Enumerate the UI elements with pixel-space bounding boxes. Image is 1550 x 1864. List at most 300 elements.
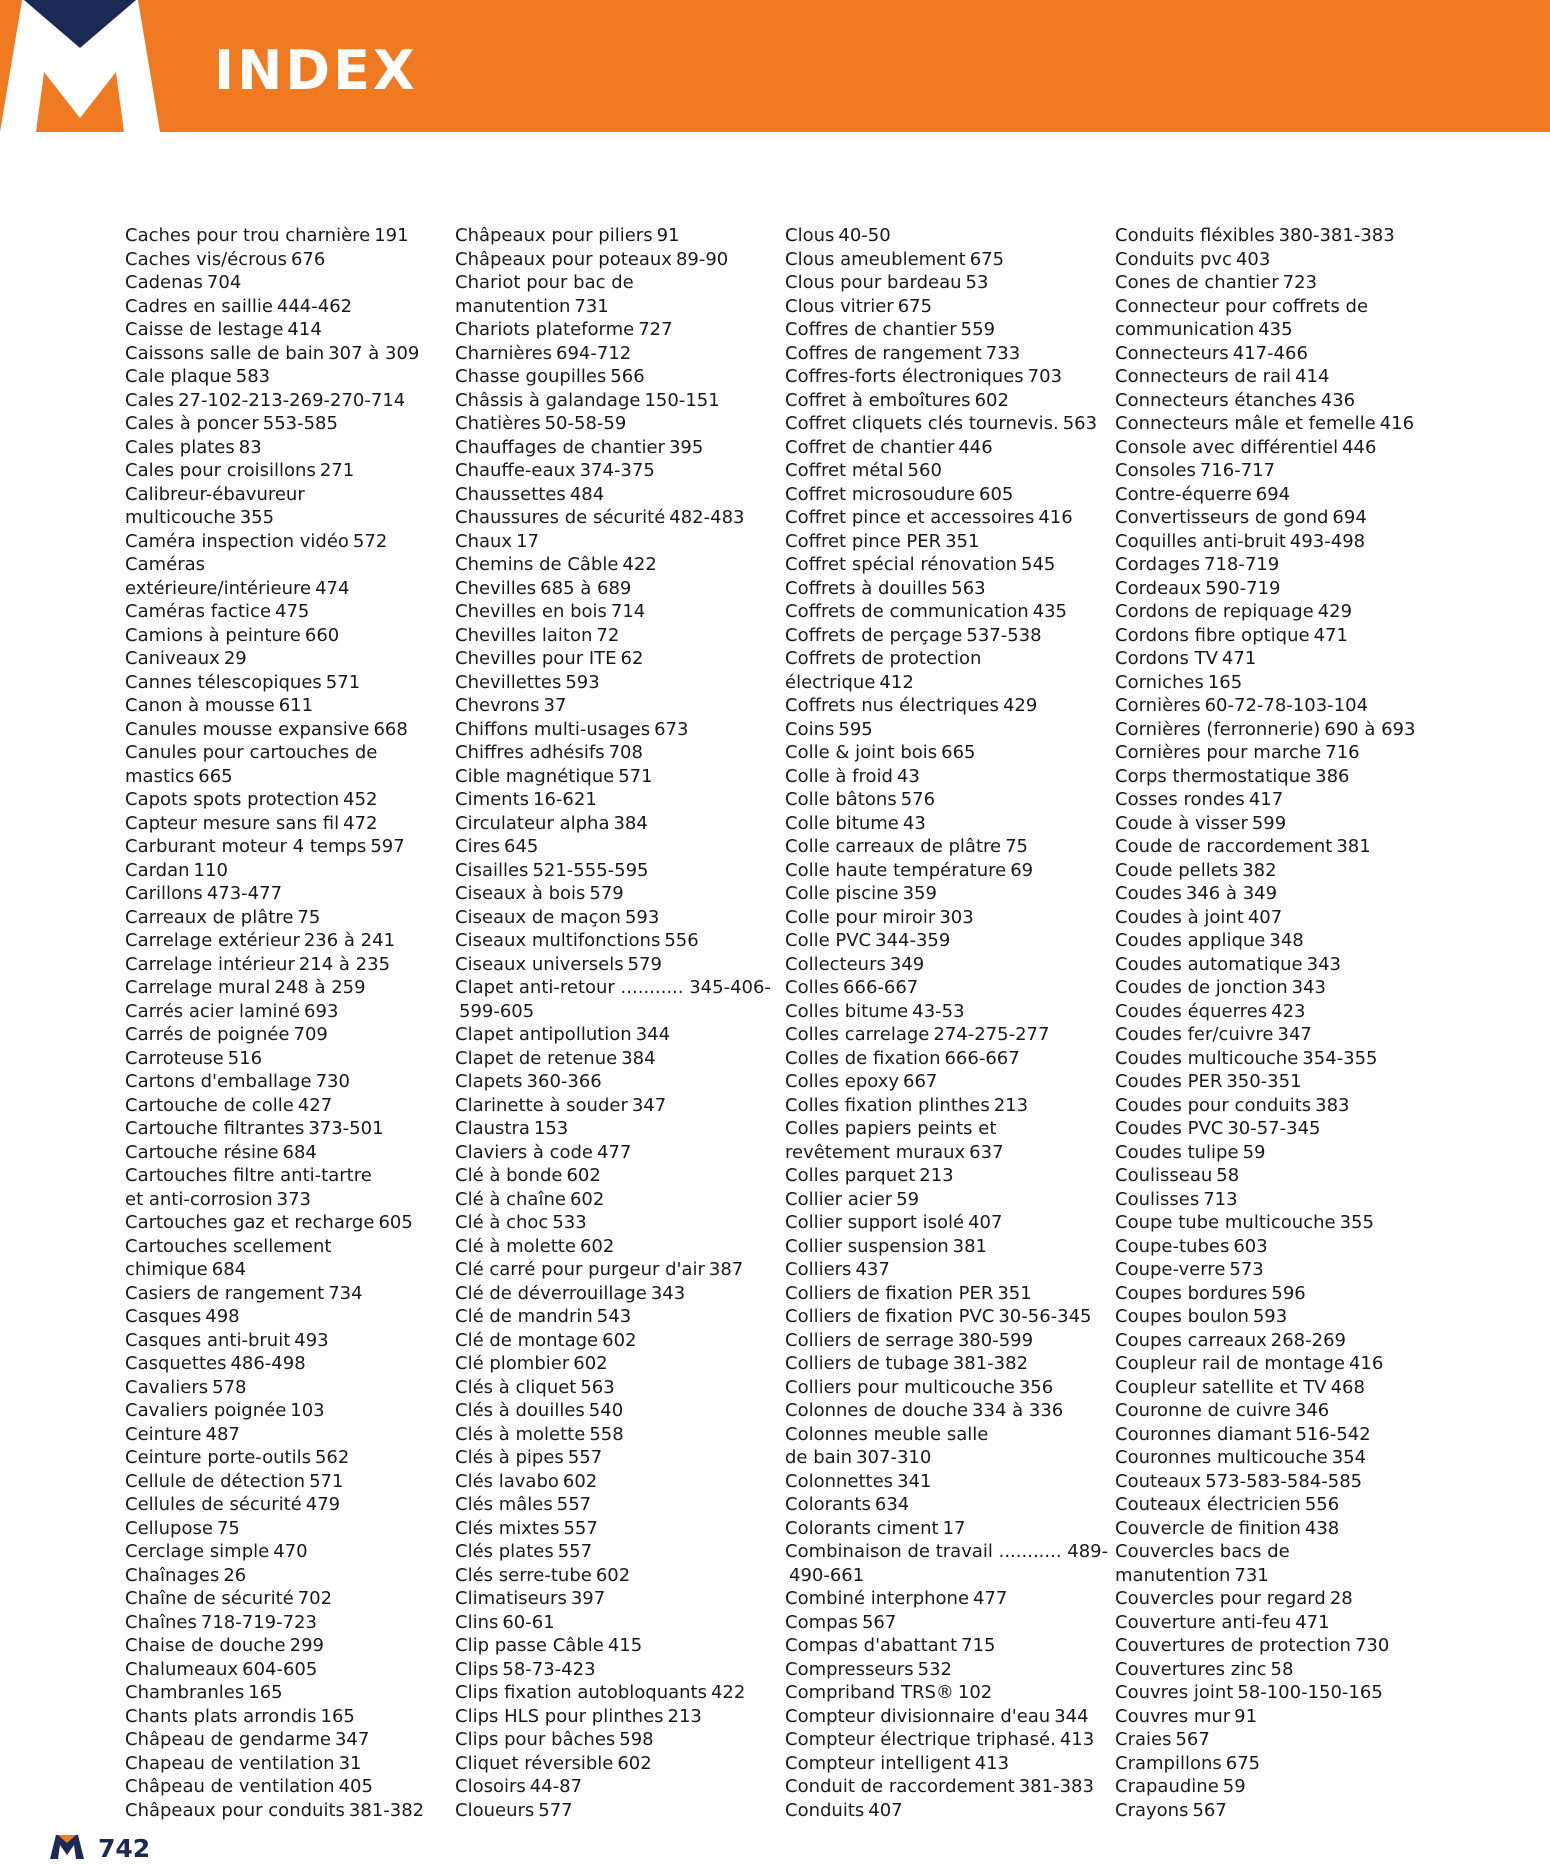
index-entry xyxy=(455,483,755,507)
index-term: Châpeaux pour piliers xyxy=(455,225,653,246)
index-term: Caches pour trou charnière xyxy=(125,225,371,246)
index-term: Caissons salle de bain xyxy=(125,342,325,364)
index-term: Casques anti-bruit xyxy=(125,1329,291,1351)
index-page-ref: 718-719-723 xyxy=(200,1611,317,1633)
index-entry xyxy=(455,1611,755,1635)
index-term: Coupleur rail de montage xyxy=(1115,1353,1345,1374)
index-page-ref: 716 xyxy=(1325,742,1360,763)
index-page-ref: 30-56-345 xyxy=(998,1306,1092,1327)
index-page-ref: 355 xyxy=(239,507,275,528)
index-entry xyxy=(1115,1352,1415,1376)
index-term: Cartouche résine xyxy=(125,1141,279,1163)
index-page-ref: 557 xyxy=(556,1494,592,1515)
index-term: Cales plates xyxy=(125,436,235,458)
index-page-ref: 603 xyxy=(1233,1235,1268,1257)
index-entry xyxy=(1115,1399,1415,1423)
index-page-ref: 567 xyxy=(1192,1799,1227,1821)
index-term: Clarinette à souder xyxy=(455,1094,628,1116)
index-page-ref: 599 xyxy=(1251,812,1287,834)
index-page-ref: 446 xyxy=(958,436,993,458)
index-page-ref: 405 xyxy=(338,1776,373,1797)
index-page-ref: 675 xyxy=(969,248,1005,270)
index-page-ref: 472 xyxy=(343,812,378,834)
index-term: Cellule de détection xyxy=(125,1470,306,1492)
index-page-ref: 53 xyxy=(965,272,989,293)
index-term: Capots spots protection xyxy=(125,789,340,810)
index-term: Combiné interphone xyxy=(785,1588,970,1609)
index-entry xyxy=(125,530,425,554)
index-column-4 xyxy=(1115,224,1415,1822)
index-term: Cosses rondes xyxy=(1115,789,1245,810)
index-entry xyxy=(785,1493,1085,1517)
index-page-ref: 498 xyxy=(205,1306,240,1327)
index-entry xyxy=(1115,1634,1415,1658)
index-page-ref: 597 xyxy=(370,836,405,857)
index-term: Colliers pour multicouche xyxy=(785,1376,1015,1398)
index-page-ref: 343 xyxy=(1291,977,1326,998)
index-page-ref: 537-538 xyxy=(966,624,1042,646)
index-page-ref: 665 xyxy=(198,765,233,787)
index-page-ref: 271 xyxy=(319,460,355,481)
index-entry xyxy=(785,530,1085,554)
index-entry xyxy=(455,1352,755,1376)
index-term: Couteaux électricien xyxy=(1115,1494,1301,1515)
index-page-ref: 29 xyxy=(223,648,247,669)
index-term-line: Couvercles bacs de xyxy=(1115,1541,1290,1562)
index-entry xyxy=(785,1352,1085,1376)
index-page-ref: 572 xyxy=(352,530,388,552)
index-entry xyxy=(1115,1000,1415,1024)
index-term: Couronnes multicouche xyxy=(1115,1447,1328,1468)
index-term: Coulisses xyxy=(1115,1188,1200,1210)
index-term: Clips HLS pour plinthes xyxy=(455,1705,664,1727)
index-page-ref: 429 xyxy=(1002,695,1038,716)
index-term: et anti-corrosion xyxy=(125,1188,273,1210)
index-term: Clés serre-tube xyxy=(455,1564,592,1586)
index-page-ref: 604-605 xyxy=(242,1658,318,1680)
index-term: Coudes pour conduits xyxy=(1115,1094,1312,1116)
index-entry xyxy=(785,1423,1085,1470)
index-entry xyxy=(125,1282,425,1306)
index-term: Cisailles xyxy=(455,859,529,881)
index-term: Conduit de raccordement xyxy=(785,1776,1015,1797)
index-entry xyxy=(785,1282,1085,1306)
index-term: Cavaliers xyxy=(125,1376,209,1398)
index-page-ref: 397 xyxy=(570,1588,606,1609)
index-page-ref: 91 xyxy=(1234,1705,1258,1727)
index-page-ref: 436 xyxy=(1320,389,1356,411)
index-entry xyxy=(125,906,425,930)
index-entry xyxy=(785,365,1085,389)
index-page-ref: 58-73-423 xyxy=(502,1658,596,1680)
index-entry xyxy=(125,1681,425,1705)
index-entry xyxy=(785,248,1085,272)
index-term: Compteur divisionnaire d'eau xyxy=(785,1705,1051,1727)
index-page-ref: 595 xyxy=(838,718,873,740)
index-entry xyxy=(785,1728,1095,1752)
index-term: Coulisseau xyxy=(1115,1165,1213,1186)
index-entry xyxy=(455,1634,755,1658)
index-page-ref: 593 xyxy=(1252,1306,1288,1327)
index-term: Chapeau de ventilation xyxy=(125,1752,335,1774)
index-page-ref: 452 xyxy=(343,789,378,810)
index-entry xyxy=(785,1258,1085,1282)
index-page-ref: 43 xyxy=(902,812,926,834)
index-entry xyxy=(455,1258,755,1282)
index-term: Clous pour bardeau xyxy=(785,272,962,293)
index-page-ref: 110 xyxy=(193,859,228,881)
index-term: Carrés acier laminé xyxy=(125,1000,301,1022)
index-entry xyxy=(125,1611,425,1635)
index-entry xyxy=(785,600,1085,624)
index-term: Chaînes xyxy=(125,1611,197,1633)
index-page-ref: 714 xyxy=(610,601,646,622)
index-page-ref: 573 xyxy=(1229,1259,1264,1280)
index-entry xyxy=(125,271,425,295)
index-entry xyxy=(455,929,755,953)
index-page-ref: 493-498 xyxy=(1289,530,1366,552)
index-page-ref: 645 xyxy=(504,836,539,857)
index-page-ref: 599-605 xyxy=(459,1000,535,1022)
index-term: extérieure/intérieure xyxy=(125,577,312,599)
index-page-ref: 470 xyxy=(273,1541,308,1562)
index-entry xyxy=(785,577,1085,601)
index-entry xyxy=(1115,1658,1415,1682)
index-page-ref: 26 xyxy=(223,1564,247,1586)
index-page-ref: 676 xyxy=(290,248,326,270)
index-entry xyxy=(1115,741,1415,765)
index-page-ref: 40-50 xyxy=(838,225,891,246)
index-entry xyxy=(125,1235,425,1282)
index-page-ref: 435 xyxy=(1032,601,1068,622)
index-entry xyxy=(455,741,755,765)
index-page-ref: 571 xyxy=(309,1470,344,1492)
index-page-ref: 417 xyxy=(1248,789,1284,810)
index-term: Caches vis/écrous xyxy=(125,248,287,270)
index-term: Couvres mur xyxy=(1115,1705,1231,1727)
index-page-ref: 576 xyxy=(900,789,936,810)
index-term: Chevillettes xyxy=(455,671,562,693)
index-term: Closoirs xyxy=(455,1776,526,1797)
index-page-ref: 563 xyxy=(580,1376,615,1398)
m-logo-icon xyxy=(0,0,160,132)
index-entry xyxy=(785,694,1085,718)
index-term: Coudes xyxy=(1115,883,1182,904)
index-page-ref: 59 xyxy=(896,1188,920,1210)
index-page-ref: 731 xyxy=(1234,1564,1269,1586)
index-entry xyxy=(455,436,755,460)
index-term: Colles xyxy=(785,977,840,998)
index-term: Cires xyxy=(455,836,501,857)
index-page-ref: 730 xyxy=(315,1071,350,1092)
index-page-ref: 381-383 xyxy=(1018,1776,1094,1797)
index-entry xyxy=(455,271,755,318)
index-entry xyxy=(125,1305,425,1329)
index-term: Chevilles pour ITE xyxy=(455,648,617,669)
index-term: Casques xyxy=(125,1306,202,1327)
index-term: Compas d'abattant xyxy=(785,1635,958,1656)
index-page-ref: 349 xyxy=(889,953,925,975)
index-term: Clé à chaîne xyxy=(455,1188,566,1210)
index-page-ref: 355 xyxy=(1339,1212,1374,1233)
index-page-ref: 43-53 xyxy=(912,1000,965,1022)
index-term: Colliers de fixation PVC xyxy=(785,1306,995,1327)
index-page-ref: 62 xyxy=(620,648,644,669)
index-entry xyxy=(1115,953,1415,977)
index-entry xyxy=(1115,553,1415,577)
index-page-ref: 75 xyxy=(1005,836,1029,857)
index-term: Ceinture porte-outils xyxy=(125,1447,311,1468)
index-page-ref: 596 xyxy=(1271,1282,1306,1304)
index-entry xyxy=(455,1399,755,1423)
index-page-ref: 602 xyxy=(562,1470,598,1492)
index-page-ref: 690 à 693 xyxy=(1324,718,1416,740)
index-term: Chauffages de chantier xyxy=(455,436,665,458)
index-entry xyxy=(1115,929,1415,953)
index-term: Couvres joint xyxy=(1115,1682,1234,1703)
index-entry xyxy=(1115,1423,1415,1447)
index-page-ref: 354-355 xyxy=(1302,1047,1378,1069)
index-term: Coudes automatique xyxy=(1115,953,1303,975)
index-entry xyxy=(455,1094,755,1118)
index-term: Carreaux de plâtre xyxy=(125,906,294,928)
index-term: Chalumeaux xyxy=(125,1658,239,1680)
index-page-ref: 75 xyxy=(297,906,321,928)
index-term: Coupe-verre xyxy=(1115,1259,1226,1280)
index-term: Compriband TRS® xyxy=(785,1682,954,1703)
index-entry xyxy=(1115,882,1415,906)
index-term-line: Cartouches scellement xyxy=(125,1235,332,1257)
index-page-ref: 386 xyxy=(1315,765,1350,787)
index-entry xyxy=(125,1423,425,1447)
index-entry xyxy=(785,459,1085,483)
index-entry xyxy=(1115,859,1415,883)
index-term: Carroteuse xyxy=(125,1047,224,1069)
index-page-ref: 566 xyxy=(610,366,645,387)
index-term: Conduits pvc xyxy=(1115,248,1232,270)
index-entry xyxy=(785,741,1085,765)
index-term: Coffret pince PER xyxy=(785,530,942,552)
index-term: Cordages xyxy=(1115,554,1200,575)
index-entry xyxy=(455,1564,755,1588)
index-term: Coquilles anti-bruit xyxy=(1115,530,1286,552)
index-entry xyxy=(455,624,755,648)
index-entry xyxy=(125,671,425,695)
index-entry xyxy=(785,553,1085,577)
index-term: Cartouche de colle xyxy=(125,1094,294,1116)
index-entry xyxy=(455,1188,755,1212)
index-term: Connecteurs mâle et femelle xyxy=(1115,413,1376,434)
index-term: Conduits xyxy=(785,1799,865,1821)
index-entry xyxy=(785,906,1085,930)
index-term: Colle piscine xyxy=(785,883,899,904)
index-page-ref: 380-599 xyxy=(957,1329,1034,1351)
index-term: Compresseurs xyxy=(785,1658,914,1680)
index-page-ref: 381-382 xyxy=(952,1353,1029,1374)
index-term: Coffret de chantier xyxy=(785,436,955,458)
index-entry xyxy=(125,436,425,460)
index-page-ref: 17 xyxy=(516,530,539,552)
index-entry xyxy=(785,1775,1094,1799)
index-entry xyxy=(1115,1376,1415,1400)
index-entry xyxy=(455,248,755,272)
index-term: Colorants ciment xyxy=(785,1517,939,1539)
index-term: Clés plates xyxy=(455,1541,554,1562)
index-term-line: Combinaison de travail ........... 489- xyxy=(785,1541,1109,1562)
index-page-ref: 60-61 xyxy=(502,1611,555,1633)
index-term: Coupe-tubes xyxy=(1115,1235,1230,1257)
index-entry xyxy=(455,1376,755,1400)
index-entry xyxy=(125,600,425,624)
index-entry xyxy=(1115,1517,1415,1541)
index-page-ref: 435 xyxy=(1258,319,1293,340)
index-entry xyxy=(1115,600,1415,624)
index-page-ref: 474 xyxy=(315,577,350,599)
index-page-ref: 667 xyxy=(903,1071,938,1092)
index-page-ref: 567 xyxy=(861,1611,897,1633)
index-page-ref: 487 xyxy=(205,1423,240,1445)
index-term: Chiffons multi-usages xyxy=(455,718,651,740)
page-title: INDEX xyxy=(214,39,418,102)
index-page-ref: 165 xyxy=(248,1682,283,1703)
index-page-ref: 360-366 xyxy=(526,1071,602,1092)
index-page-ref: 693 xyxy=(304,1000,339,1022)
index-page-ref: 346 à 349 xyxy=(1185,883,1278,904)
index-page-ref: 395 xyxy=(668,436,704,458)
index-term: Compteur intelligent xyxy=(785,1752,971,1774)
index-entry xyxy=(785,342,1085,366)
index-term: Collier suspension xyxy=(785,1235,949,1257)
index-page-ref: 165 xyxy=(320,1705,355,1727)
index-term: Colle haute température xyxy=(785,859,1007,881)
index-entry xyxy=(125,953,425,977)
index-page-ref: 150-151 xyxy=(644,389,720,411)
index-entry xyxy=(785,1517,1085,1541)
index-term: Canules mousse expansive xyxy=(125,718,370,740)
index-page-ref: 602 xyxy=(569,1188,605,1210)
index-entry xyxy=(1115,1705,1415,1729)
index-page-ref: 27-102-213-269-270-714 xyxy=(178,389,406,411)
index-page-ref: 248 à 259 xyxy=(274,977,366,998)
index-term: Colles epoxy xyxy=(785,1071,900,1092)
index-term: Cloueurs xyxy=(455,1799,535,1821)
index-term: communication xyxy=(1115,319,1255,340)
index-page-ref: 214 à 235 xyxy=(298,953,391,975)
index-entry xyxy=(1115,530,1415,554)
index-entry xyxy=(125,1658,425,1682)
index-entry xyxy=(785,436,1085,460)
index-term: Clé plombier xyxy=(455,1353,570,1374)
index-entry xyxy=(785,1470,1085,1494)
index-entry xyxy=(125,812,425,836)
index-page-ref: 407 xyxy=(1247,906,1283,928)
index-entry xyxy=(1115,1775,1415,1799)
index-page-ref: 344 xyxy=(1054,1705,1089,1727)
index-entry xyxy=(455,1164,755,1188)
index-entry xyxy=(455,647,755,671)
index-entry xyxy=(125,694,425,718)
index-term: Cornières (ferronnerie) xyxy=(1115,718,1321,740)
index-term: Colliers de fixation PER xyxy=(785,1282,994,1304)
index-term: Crayons xyxy=(1115,1799,1189,1821)
index-entry xyxy=(125,718,425,742)
index-page-ref: 477 xyxy=(597,1141,632,1163)
index-page-ref: 307 à 309 xyxy=(328,342,420,364)
index-term: Coudes à joint xyxy=(1115,906,1244,928)
index-entry xyxy=(785,929,1085,953)
index-entry xyxy=(455,882,755,906)
index-entry xyxy=(125,624,425,648)
index-page-ref: 380-381-383 xyxy=(1278,225,1395,246)
index-term: Claustra xyxy=(455,1118,530,1139)
index-term: Colonnettes xyxy=(785,1470,894,1492)
index-term: Carrelage mural xyxy=(125,977,271,998)
index-entry xyxy=(1115,271,1415,295)
index-entry xyxy=(785,389,1085,413)
index-term: Châpeau de gendarme xyxy=(125,1729,331,1750)
index-term: Corps thermostatique xyxy=(1115,765,1312,787)
index-page-ref: 666-667 xyxy=(944,1047,1020,1069)
index-page-ref: 479 xyxy=(305,1494,341,1515)
index-page-ref: 50-58-59 xyxy=(544,413,627,434)
index-term: Coudes multicouche xyxy=(1115,1047,1299,1069)
index-page-ref: 684 xyxy=(282,1141,317,1163)
index-page-ref: 734 xyxy=(328,1282,363,1304)
index-page-ref: 415 xyxy=(607,1635,643,1656)
index-term: Coudes PER xyxy=(1115,1071,1223,1092)
index-term: Capteur mesure sans fil xyxy=(125,812,340,834)
index-entry xyxy=(455,859,755,883)
index-page-ref: 351 xyxy=(945,530,980,552)
index-entry xyxy=(455,1728,755,1752)
index-term: Colles parquet xyxy=(785,1165,916,1186)
index-term: Clous ameublement xyxy=(785,248,966,270)
index-page-ref: 556 xyxy=(1304,1494,1340,1515)
index-term: revêtement muraux xyxy=(785,1141,966,1163)
index-entry xyxy=(125,1211,425,1235)
index-entry xyxy=(455,1047,755,1071)
index-entry xyxy=(125,1752,425,1776)
index-term: Coffres de rangement xyxy=(785,342,982,364)
index-term: Cliquet réversible xyxy=(455,1752,614,1774)
index-term: Chevilles xyxy=(455,577,537,599)
index-term: multicouche xyxy=(125,507,236,528)
header-bar xyxy=(0,0,1550,132)
index-term: Colles carrelage xyxy=(785,1024,930,1045)
index-entry xyxy=(785,295,1085,319)
index-entry xyxy=(455,1423,755,1447)
index-term: Cadres en saillie xyxy=(125,295,273,317)
index-entry xyxy=(455,318,755,342)
index-entry xyxy=(1115,1188,1415,1212)
index-term: Collier support isolé xyxy=(785,1212,965,1233)
index-page-ref: 703 xyxy=(1027,366,1063,387)
index-page-ref: 44-87 xyxy=(529,1776,583,1797)
index-entry xyxy=(1115,835,1415,859)
index-page-ref: 660 xyxy=(304,624,340,646)
index-entry xyxy=(125,1164,425,1211)
index-entry xyxy=(455,1070,755,1094)
index-entry xyxy=(455,1705,755,1729)
index-entry xyxy=(455,835,755,859)
index-entry xyxy=(125,1540,425,1564)
index-page-ref: 381 xyxy=(952,1235,988,1257)
index-page-ref: 413 xyxy=(974,1752,1010,1774)
index-entry xyxy=(785,647,1085,694)
index-page-ref: 427 xyxy=(297,1094,333,1116)
index-term: Chariots plateforme xyxy=(455,319,635,340)
index-entry xyxy=(785,1000,1085,1024)
